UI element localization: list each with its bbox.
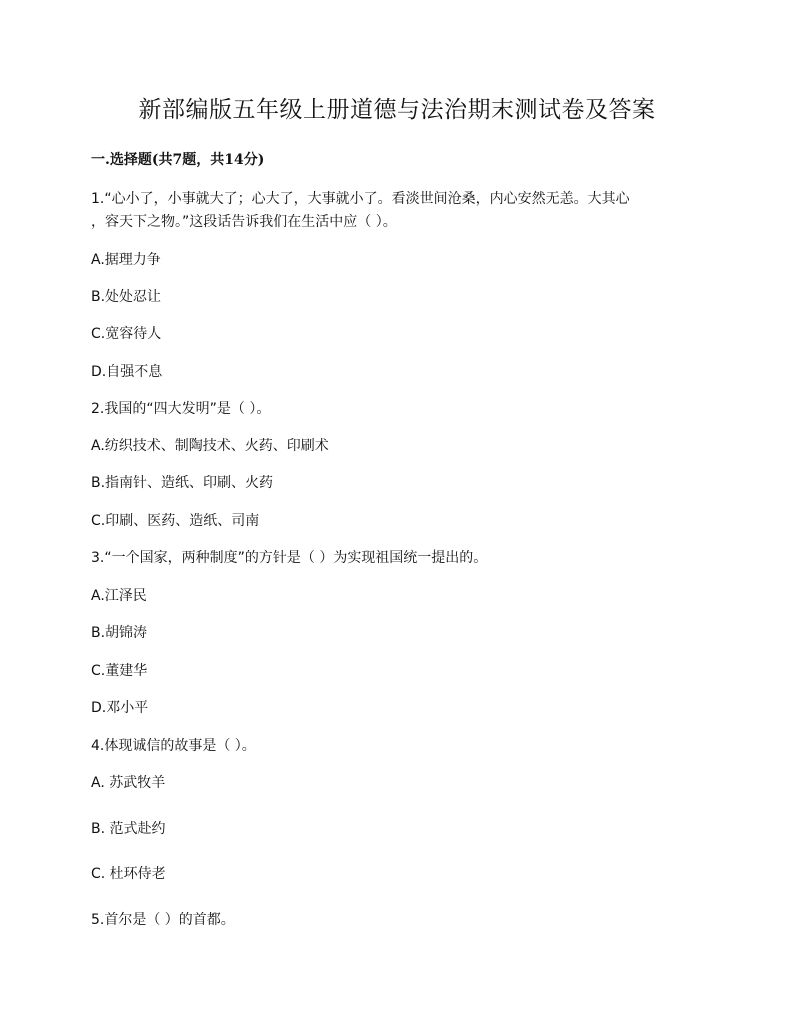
question-1-option-b: B.处处忍让 bbox=[91, 289, 162, 305]
question-1-stem-line-2: ，容天下之物。”这段话告诉我们在生活中应（ ）。 bbox=[91, 214, 397, 230]
question-4-option-a: A. 苏武牧羊 bbox=[91, 775, 166, 791]
question-1-option-d: D.自强不息 bbox=[91, 364, 163, 380]
question-4-option-b: B. 范式赴约 bbox=[91, 821, 166, 837]
question-3-option-a: A.江泽民 bbox=[91, 588, 147, 604]
question-4-stem: 4.体现诚信的故事是（ ）。 bbox=[91, 738, 256, 754]
section-heading: 一.选择题(共7题，共14分) bbox=[91, 152, 265, 168]
question-2-stem: 2.我国的“四大发明”是（ ）。 bbox=[91, 401, 271, 417]
question-1-option-c: C.宽容待人 bbox=[91, 326, 162, 342]
question-3-option-c: C.董建华 bbox=[91, 663, 148, 679]
question-4-option-c: C. 杜环侍老 bbox=[91, 866, 166, 882]
question-1-option-a: A.据理力争 bbox=[91, 252, 161, 268]
question-5-stem: 5.首尔是（ ）的首都。 bbox=[91, 912, 235, 928]
question-1-stem-line-1: 1.“心小了，小事就大了；心大了，大事就小了。看淡世间沧桑，内心安然无恙。大其心 bbox=[91, 191, 630, 207]
question-2-option-b: B.指南针、造纸、印刷、火药 bbox=[91, 475, 274, 491]
question-2-option-c: C.印刷、医药、造纸、司南 bbox=[91, 513, 260, 529]
question-3-stem: 3.“一个国家，两种制度”的方针是（ ）为实现祖国统一提出的。 bbox=[91, 550, 488, 566]
question-3-option-b: B.胡锦涛 bbox=[91, 625, 148, 641]
question-2-option-a: A.纺织技术、制陶技术、火药、印刷术 bbox=[91, 438, 329, 454]
question-3-option-d: D.邓小平 bbox=[91, 700, 149, 716]
document-title: 新部编版五年级上册道德与法治期末测试卷及答案 bbox=[138, 97, 656, 123]
